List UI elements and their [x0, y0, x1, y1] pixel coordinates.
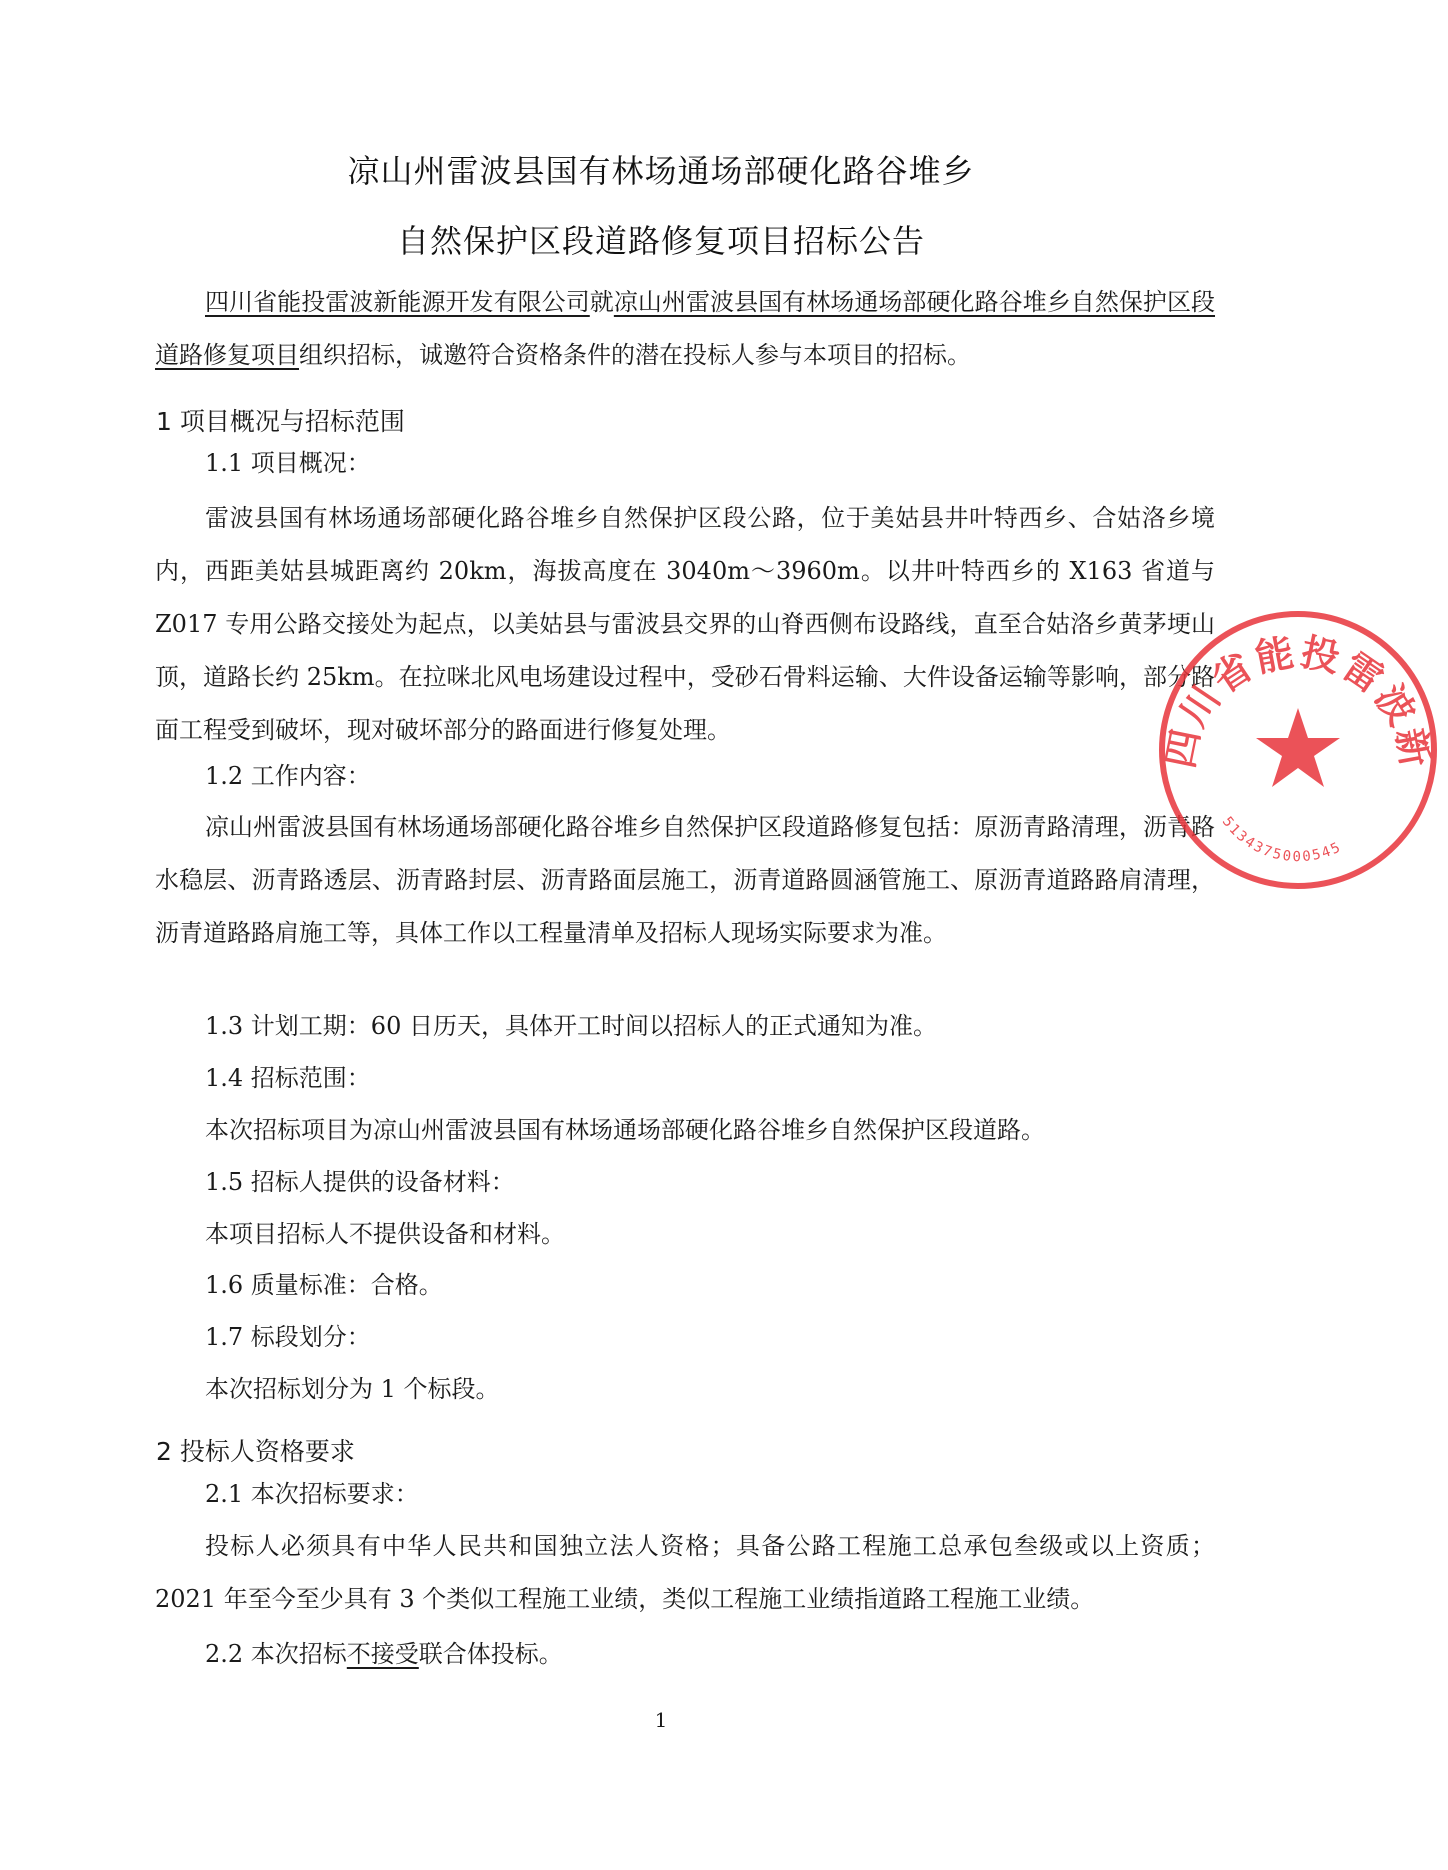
s22-pre: 2.2 本次招标: [205, 1640, 347, 1668]
s13-text: 1.3 计划工期：60 日历天，具体开工时间以招标人的正式通知为准。: [205, 1012, 937, 1040]
s22-underlined: 不接受: [346, 1640, 419, 1668]
s14-label: 1.4 招标范围：: [205, 1064, 371, 1092]
page-number: 1: [654, 1708, 668, 1732]
project-name: 凉山州雷波县国有林场通场部硬化路谷堆乡自然保护区段道路修复项目: [155, 288, 1216, 369]
s15-text: 本项目招标人不提供设备和材料。: [205, 1220, 565, 1248]
section1-heading: 1 项目概况与招标范围: [156, 407, 405, 436]
s22-text: [205, 1634, 563, 1674]
tenderer-name: 四川省能投雷波新能源开发有限公司: [205, 288, 590, 316]
s11-text: 雷波县国有林场通场部硬化路谷堆乡自然保护区段公路，位于美姑县井叶特西乡、合姑洛乡境内，西距美姑县城距离约 20km，海拔高度在 3040m～3960m。以井叶特西乡的 X163 省道与 Z017 专用公路交接处为起点，以美姑县与雷波县交界的山脊西侧布设路线，直至合姑洛乡黄茅埂山顶，道路长约 25km。在拉咪北风电场建设过程中，受砂石骨料运输、大件设备运输等影响，部分路面工程受到破坏，现对破坏部分的路面进行修复处理。: [155, 504, 1215, 744]
document-title-line1: 凉山州雷波县国有林场通场部硬化路谷堆乡: [347, 152, 975, 190]
s14-text: 本次招标项目为凉山州雷波县国有林场通场部硬化路谷堆乡自然保护区段道路。: [205, 1116, 1045, 1144]
intro-tail: 组织招标，诚邀符合资格条件的潜在投标人参与本项目的招标。: [299, 341, 971, 369]
company-seal-icon: [1148, 600, 1448, 900]
s17-text: 本次招标划分为 1 个标段。: [205, 1375, 500, 1403]
s11-label: 1.1 项目概况：: [205, 449, 371, 477]
s12-label: 1.2 工作内容：: [205, 762, 371, 790]
s21-text: 投标人必须具有中华人民共和国独立法人资格；具备公路工程施工总承包叁级或以上资质；2021 年至今至少具有 3 个类似工程施工业绩，类似工程施工业绩指道路工程施工业绩。: [155, 1532, 1215, 1613]
s15-label: 1.5 招标人提供的设备材料：: [205, 1168, 515, 1196]
s21-label: 2.1 本次招标要求：: [205, 1480, 419, 1508]
section2-heading: 2 投标人资格要求: [156, 1437, 355, 1466]
s22-post: 联合体投标。: [418, 1640, 563, 1668]
intro-joiner: 就: [589, 288, 614, 316]
svg-text:四川省能投雷波新: 四川省能投雷波新: [1157, 629, 1439, 774]
s12-text: 凉山州雷波县国有林场通场部硬化路谷堆乡自然保护区段道路修复包括：原沥青路清理，沥青路水稳层、沥青路透层、沥青路封层、沥青路面层施工，沥青道路圆涵管施工、原沥青道路路肩清理，沥青道路路肩施工等，具体工作以工程量清单及招标人现场实际要求为准。: [155, 813, 1215, 947]
document-title-line2: 自然保护区段道路修复项目招标公告: [396, 222, 925, 260]
s17-label: 1.7 标段划分：: [205, 1323, 371, 1351]
intro-paragraph: [155, 276, 1215, 382]
s16-text: 1.6 质量标准：合格。: [205, 1271, 443, 1299]
svg-text:5134375000545: 5134375000545: [1218, 813, 1345, 866]
